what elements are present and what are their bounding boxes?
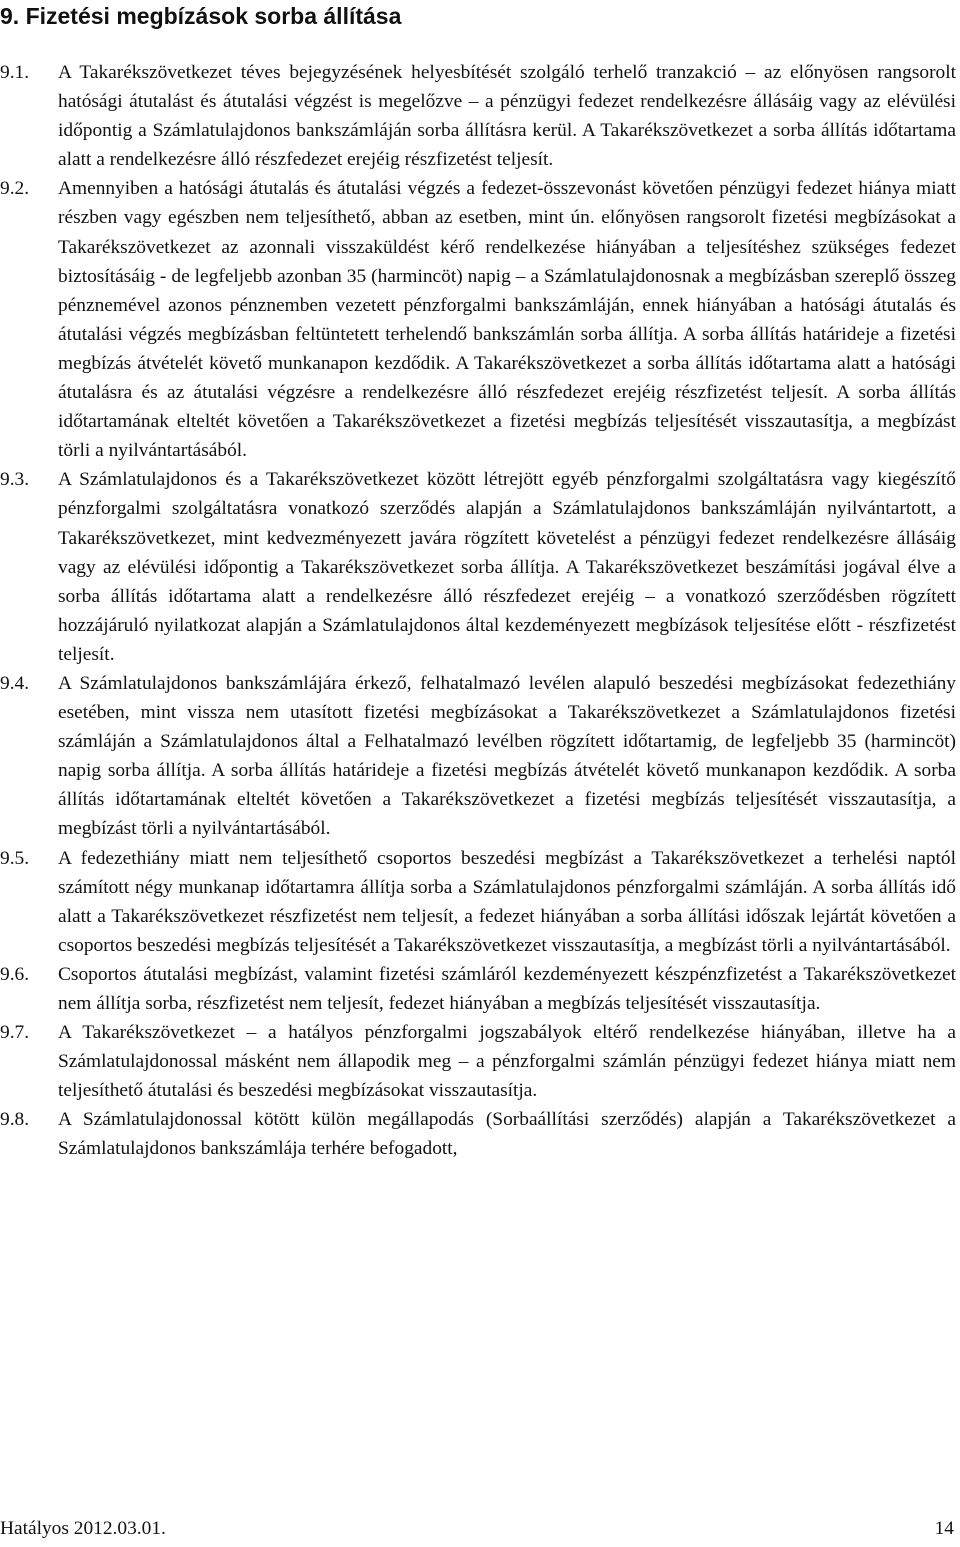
paragraph-text: A Számlatulajdonos és a Takarékszövetkezet között létrejött egyéb pénzforgalmi szolgáltatásra vagy kiegészítő pénzforgalmi szolgáltatásra vonatkozó szerződés alapján a Számlatulajdonos bankszámláján nyilvántartott, a Takarékszövetkezet, mint kedvezményezett javára rögzített követelést a pénzügyi fedezet rendelkezésre állásáig vagy az elévülési időpontig a Takarékszövetkezet sorba állítja. A Takarékszövetkezet beszámítási jogával élve a sorba állítás időtartama alatt a rendelkezésre álló részfedezet erejéig – a vonatkozó szerződésben rögzített hozzájáruló nyilatkozat alapján a Számlatulajdonos által kezdeményezett megbízások teljesítése előtt - részfizetést teljesít. bbox=[58, 469, 956, 665]
paragraph-9-2 bbox=[0, 174, 956, 465]
section-heading: 9. Fizetési megbízások sorba állítása bbox=[0, 3, 402, 29]
paragraph-number: 9.7. bbox=[0, 1022, 30, 1044]
document-body bbox=[0, 58, 956, 1164]
paragraph-9-1 bbox=[0, 58, 956, 174]
paragraph-9-6 bbox=[0, 960, 956, 1018]
paragraph-number: 9.2. bbox=[0, 178, 30, 200]
page-number: 14 bbox=[934, 1518, 954, 1539]
paragraph-number: 9.1. bbox=[0, 62, 30, 83]
paragraph-9-8 bbox=[0, 1105, 956, 1163]
paragraph-text: A Takarékszövetkezet téves bejegyzésének helyesbítését szolgáló terhelő tranzakció – az előnyösen rangsorolt hatósági átutalást és átutalási végzést is megelőzve – a pénzügyi fedezet rendelkezésre állásáig vagy az elévülési időpontig a Számlatulajdonos bankszámláján sorba állításra kerül. A Takarékszövetkezet a sorba állítás időtartama alatt a rendelkezésre álló részfedezet erejéig részfizetést teljesít. bbox=[58, 62, 956, 171]
paragraph-number: 9.6. bbox=[0, 963, 30, 985]
paragraph-9-4 bbox=[0, 669, 956, 844]
paragraph-number: 9.3. bbox=[0, 469, 30, 491]
paragraph-number: 9.5. bbox=[0, 847, 30, 869]
paragraph-text: A fedezethiány miatt nem teljesíthető csoportos beszedési megbízást a Takarékszövetkezet a terhelési naptól számított négy munkanap időtartamra állítja sorba a Számlatulajdonos pénzforgalmi számláján. A sorba állítás idő alatt a Takarékszövetkezet részfizetést nem teljesít, a fedezet hiányában a sorba állítási időszak lejártát követően a csoportos beszedési megbízás teljesítését a Takarékszövetkezet visszautasítja, a megbízást törli a nyilvántartásából. bbox=[58, 847, 956, 956]
paragraph-number: 9.8. bbox=[0, 1109, 30, 1131]
paragraph-9-5 bbox=[0, 844, 956, 960]
paragraph-text: A Takarékszövetkezet – a hatályos pénzforgalmi jogszabályok eltérő rendelkezése hiányában, illetve ha a Számlatulajdonossal másként nem állapodik meg – a pénzforgalmi számlán pénzügyi fedezet hiánya miatt nem teljesíthető átutalási és beszedési megbízásokat visszautasítja. bbox=[58, 1022, 956, 1102]
paragraph-number: 9.4. bbox=[0, 672, 30, 694]
paragraph-text: A Számlatulajdonossal kötött külön megállapodás (Sorbaállítási szerződés) alapján a Takarékszövetkezet a Számlatulajdonos bankszámlája terhére befogadott, bbox=[58, 1109, 956, 1160]
paragraph-text: A Számlatulajdonos bankszámlájára érkező, felhatalmazó levélen alapuló beszedési megbízásokat fedezethiány esetében, mint vissza nem utasított fizetési megbízásokat a Takarékszövetkezet a Számlatulajdonos fizetési számláján a Számlatulajdonos által a Felhatalmazó levélben rögzített időtartamig, de legfeljebb 35 (harmincöt) napig sorba állítja. A sorba állítás határideje a fizetési megbízás átvételét követő munkanapon kezdődik. A sorba állítás időtartamának elteltét követően a Takarékszövetkezet a fizetési megbízás teljesítését visszautasítja, a megbízást törli a nyilvántartásából. bbox=[58, 672, 956, 840]
paragraph-9-3 bbox=[0, 465, 956, 669]
paragraph-9-7 bbox=[0, 1018, 956, 1105]
paragraph-text: Amennyiben a hatósági átutalás és átutalási végzés a fedezet-összevonást követően pénzügyi fedezet hiánya miatt részben vagy egészben nem teljesíthető, abban az esetben, mint ún. előnyösen rangsorolt fizetési megbízásokat a Takarékszövetkezet az azonnali visszaküldést kérő rendelkezése hiányában a teljesítéshez szükséges fedezet biztosításáig - de legfeljebb azonban 35 (harmincöt) napig – a Számlatulajdonosnak a megbízásban szereplő összeg pénznemével azonos pénznemben vezetett pénzforgalmi bankszámláján, ennek hiányában a hatósági átutalás és átutalási végzés megbízásban feltüntetett terhelendő bankszámlán sorba állítja. A sorba állítás határideje a fizetési megbízás átvételét követő munkanapon kezdődik. A Takarékszövetkezet a sorba állítás időtartama alatt a hatósági átutalásra és az átutalási végzésre a rendelkezésre álló részfedezet erejéig részfizetést teljesít. A sorba állítás időtartamának elteltét követően a Takarékszövetkezet a fizetési megbízás teljesítését visszautasítja, a megbízást törli a nyilvántartásából. bbox=[58, 178, 956, 462]
paragraph-text: Csoportos átutalási megbízást, valamint fizetési számláról kezdeményezett készpénzfizetést a Takarékszövetkezet nem állítja sorba, részfizetést nem teljesít, fedezet hiányában a megbízás teljesítését visszautasítja. bbox=[58, 963, 956, 1014]
effective-date: Hatályos 2012.03.01. bbox=[0, 1518, 166, 1539]
